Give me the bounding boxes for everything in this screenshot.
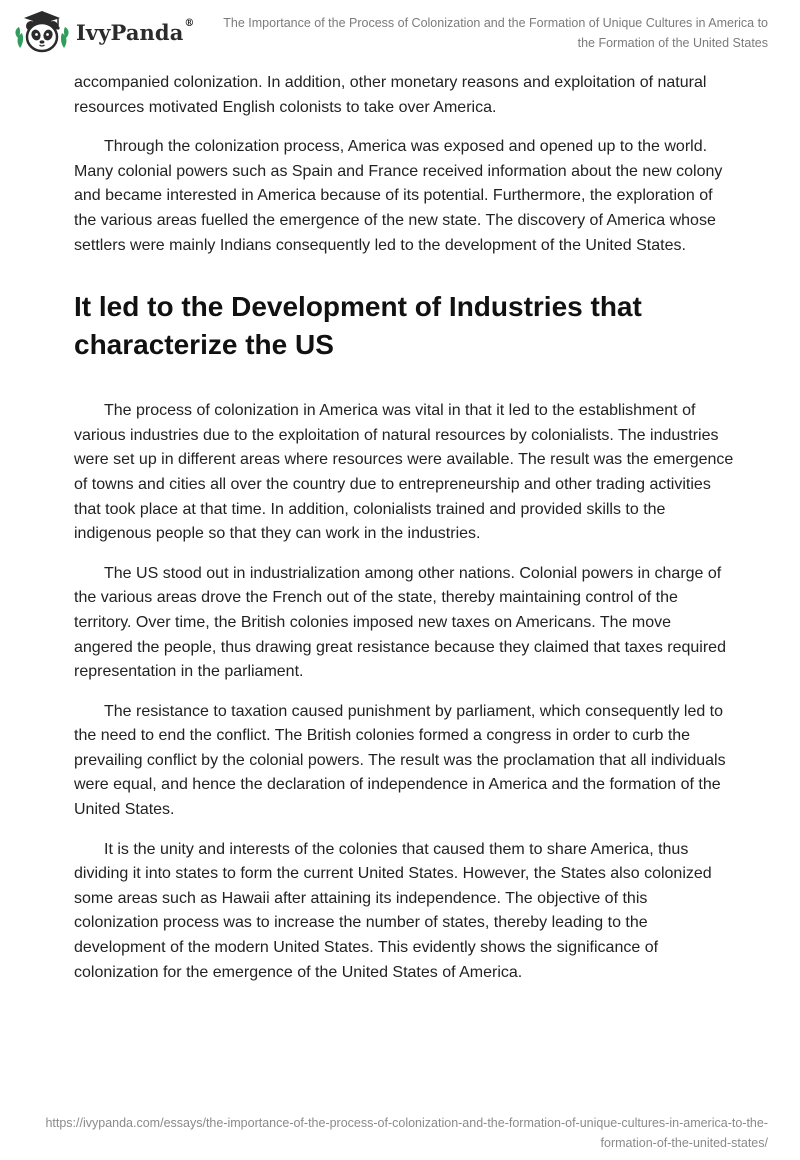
document-title: The Importance of the Process of Colonization and the Formation of Unique Cultures in America to the Formation of the United States [223,16,768,50]
logo-name: IvyPanda [76,19,184,45]
paragraph: The resistance to taxation caused punishment by parliament, which consequently led to the need to end the conflict. The British colonies formed a congress in order to curb the prevailing conflict by the colonial powers. The result was the proclamation that all individuals were equal, and hence the declaration of independence in America and the formation of the United States. [74,702,726,819]
ivypanda-logo[interactable] [14,8,195,56]
logo-wordmark [76,17,195,45]
page-header [0,0,800,64]
article-body [74,71,734,1000]
paragraph: The US stood out in industrialization among other nations. Colonial powers in charge of the various areas drove the French out of the state, thereby maintaining control of the territory. Over time, the British colonies imposed new taxes on Americans. The move angered the people, thus drawing great resistance because they claimed that taxes required representation in the parliament. [74,564,726,681]
registered-mark: ® [184,17,195,29]
paragraph: The process of colonization in America was vital in that it led to the establishment of various industries due to the exploitation of natural resources by colonialists. The industries were set up in different areas where resources were available. The result was the emergence of towns and cities all over the country due to entrepreneurship and other trading activities that took place at that time. In addition, colonialists trained and provided skills to the indigenous people so that they can work in the industries. [74,402,734,543]
section-heading: It led to the Development of Industries that characterize the US [74,291,642,361]
source-url[interactable]: https://ivypanda.com/essays/the-importance-of-the-process-of-colonization-and-the-formation-of-unique-cultures-in-america-to-the-formation-of-the-united-states/ [45,1116,768,1150]
paragraph: It is the unity and interests of the colonies that caused them to share America, thus dividing it into states to form the current United States. However, the States also colonized some areas such as Hawaii after attaining its independence. The objective of this colonization process was to increase the number of states, thereby leading to the development of the modern United States. This evidently shows the significance of colonization for the emergence of the United States of America. [74,840,712,981]
paragraph: Through the colonization process, America was exposed and opened up to the world. Many colonial powers such as Spain and France received information about the new colony and became interested in America because of its potential. Furthermore, the exploration of the various areas fuelled the emergence of the new state. The discovery of America whose settlers were mainly Indians consequently led to the development of the United States. [74,138,723,254]
panda-graduation-cap-icon [14,8,70,56]
paragraph-continuation: accompanied colonization. In addition, other monetary reasons and exploitation of natural resources motivated English colonists to take over America. [74,74,707,116]
